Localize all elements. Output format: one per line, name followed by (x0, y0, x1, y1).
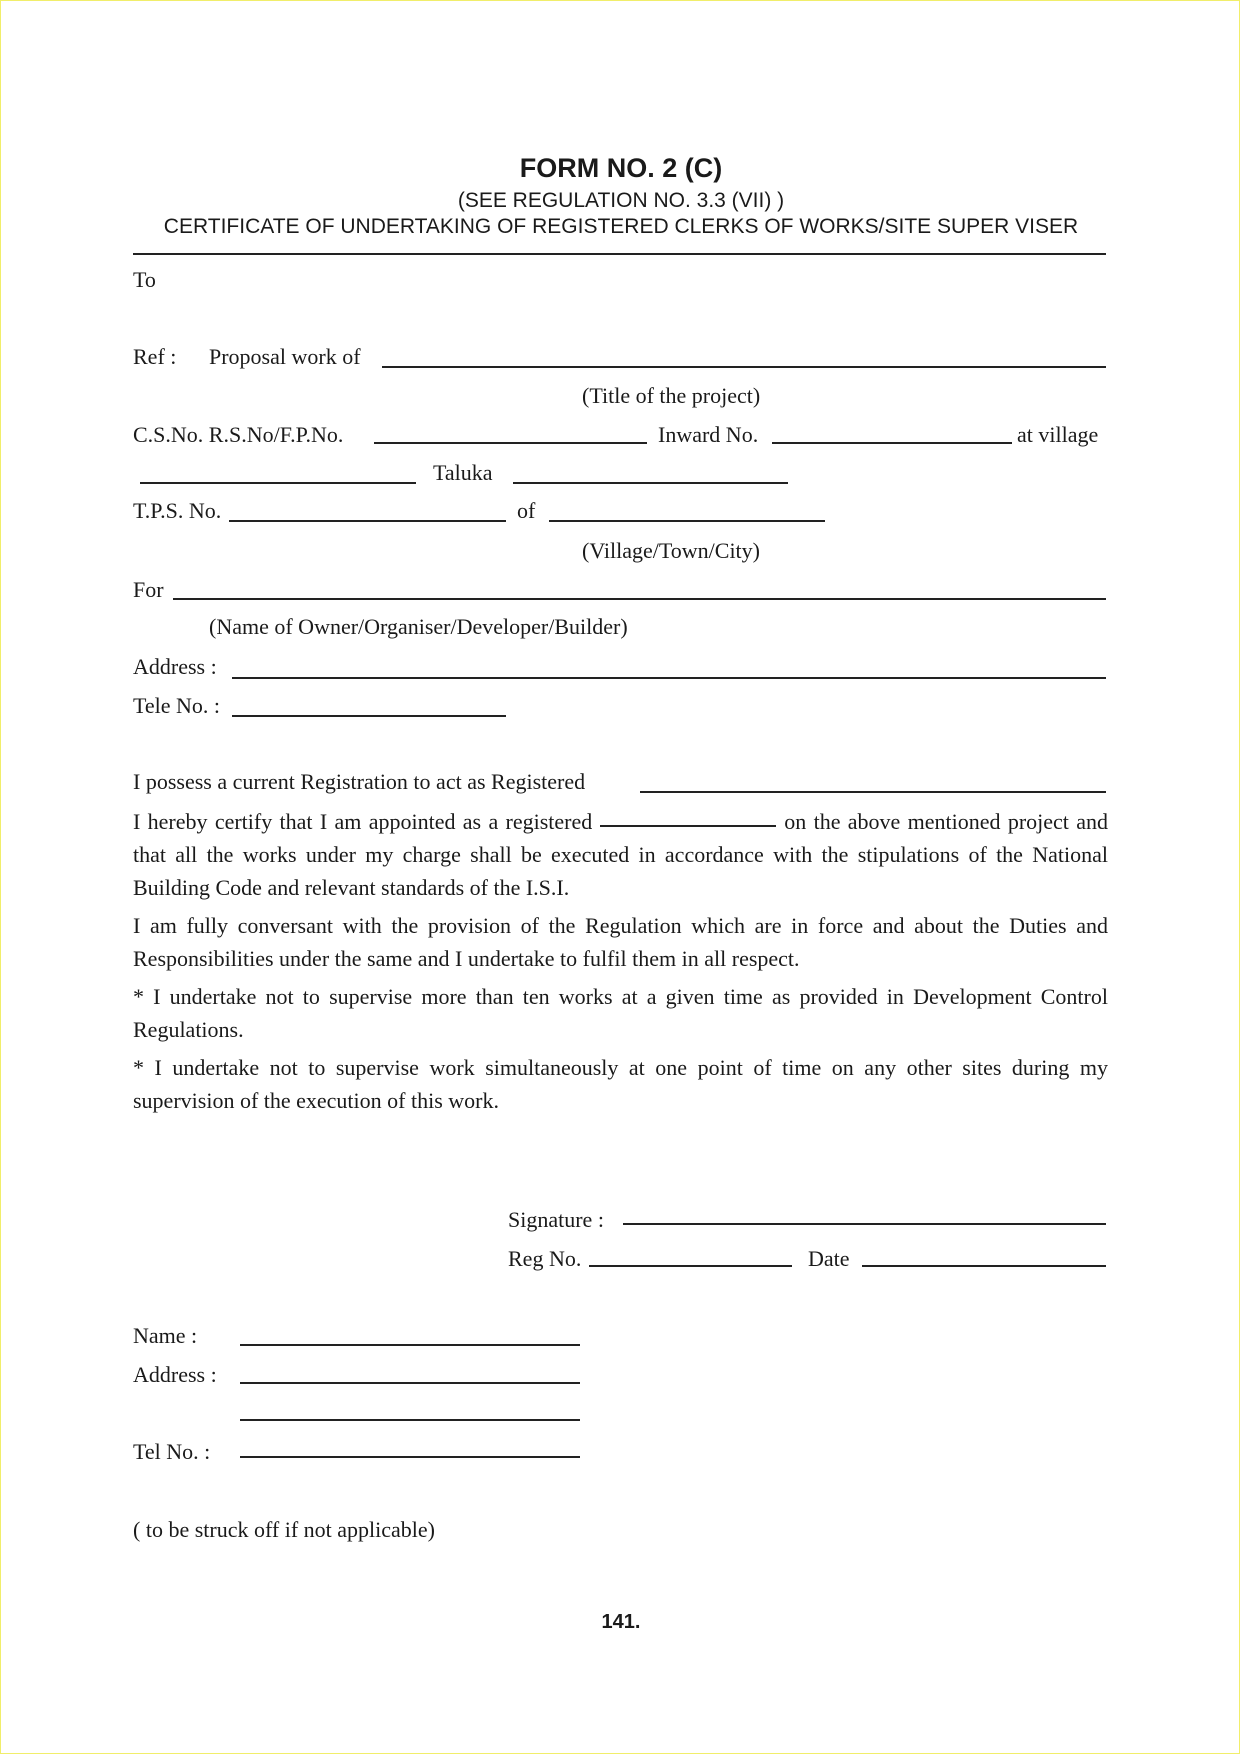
village-field[interactable] (140, 482, 416, 484)
registration-type-field[interactable] (640, 791, 1106, 793)
project-title-hint: (Title of the project) (582, 383, 761, 408)
address-label: Address : (133, 654, 217, 679)
reg-no-field[interactable] (589, 1265, 792, 1267)
ten-works-paragraph: * I undertake not to supervise more than ten works at a given time as provided in Development Control Regulations. (133, 984, 1108, 1042)
name-label: Name : (133, 1323, 198, 1348)
inward-no-field[interactable] (772, 442, 1012, 444)
address-field[interactable] (232, 677, 1106, 679)
inward-label: Inward No. (658, 422, 759, 447)
form-title: FORM NO. 2 (C) (519, 153, 723, 183)
conversant-paragraph: I am fully conversant with the provision of the Regulation which are in force and about the Duties and Responsibilities under the same and I undertake to fulfil them in all respect. (133, 913, 1108, 971)
of-label: of (517, 498, 536, 523)
certify-paragraph (133, 805, 1108, 904)
page-number: 141. (601, 1611, 641, 1633)
registration-statement: I possess a current Registration to act as Registered (133, 769, 586, 794)
for-label: For (133, 577, 164, 602)
tele-no-field[interactable] (232, 715, 506, 717)
appointed-role-field[interactable] (600, 825, 776, 827)
of-field[interactable] (549, 520, 825, 522)
header-divider (133, 253, 1106, 255)
date-field[interactable] (862, 1265, 1106, 1267)
declaration-body (133, 805, 1108, 1122)
details-address-field-1[interactable] (240, 1382, 580, 1384)
tel-label: Tel No. : (133, 1439, 211, 1464)
proposal-work-field[interactable] (382, 366, 1106, 368)
tele-label: Tele No. : (133, 693, 221, 718)
other-sites-paragraph: * I undertake not to supervise work simultaneously at one point of time on any other sites during my supervision of the execution of this work. (133, 1055, 1108, 1113)
details-address-label: Address : (133, 1362, 217, 1387)
certify-text-2: on the above mentioned project and that all the works under my charge shall be executed in accordance with the stipulations of the National Building Code and relevant standards of the I.S.I. (133, 809, 1108, 900)
village-town-city-hint: (Village/Town/City) (582, 538, 760, 563)
village-label: at village (1017, 422, 1099, 447)
date-label: Date (808, 1246, 850, 1271)
tel-no-field[interactable] (240, 1456, 580, 1458)
proposal-label: Proposal work of (209, 344, 361, 369)
taluka-label: Taluka (433, 460, 493, 485)
taluka-field[interactable] (513, 482, 788, 484)
cs-rs-fp-label: C.S.No. R.S.No/F.P.No. (133, 422, 344, 447)
to-label: To (133, 267, 156, 292)
ref-label: Ref : (133, 344, 177, 369)
signature-field[interactable] (623, 1223, 1106, 1225)
footnote: ( to be struck off if not applicable) (133, 1517, 435, 1542)
owner-hint: (Name of Owner/Organiser/Developer/Builder) (209, 614, 628, 639)
certificate-title: CERTIFICATE OF UNDERTAKING OF REGISTERED CLERKS OF WORKS/SITE SUPER VISER (163, 215, 1079, 238)
cs-rs-fp-field[interactable] (374, 442, 647, 444)
form-regulation: (SEE REGULATION NO. 3.3 (VII) ) (457, 189, 785, 212)
reg-no-label: Reg No. (508, 1246, 582, 1271)
for-field[interactable] (173, 598, 1106, 600)
certify-text-1: I hereby certify that I am appointed as a registered (133, 809, 593, 834)
name-field[interactable] (240, 1344, 580, 1346)
tps-no-field[interactable] (229, 520, 506, 522)
details-address-field-2[interactable] (240, 1419, 580, 1421)
tps-label: T.P.S. No. (133, 498, 222, 523)
signature-label: Signature : (508, 1207, 604, 1232)
